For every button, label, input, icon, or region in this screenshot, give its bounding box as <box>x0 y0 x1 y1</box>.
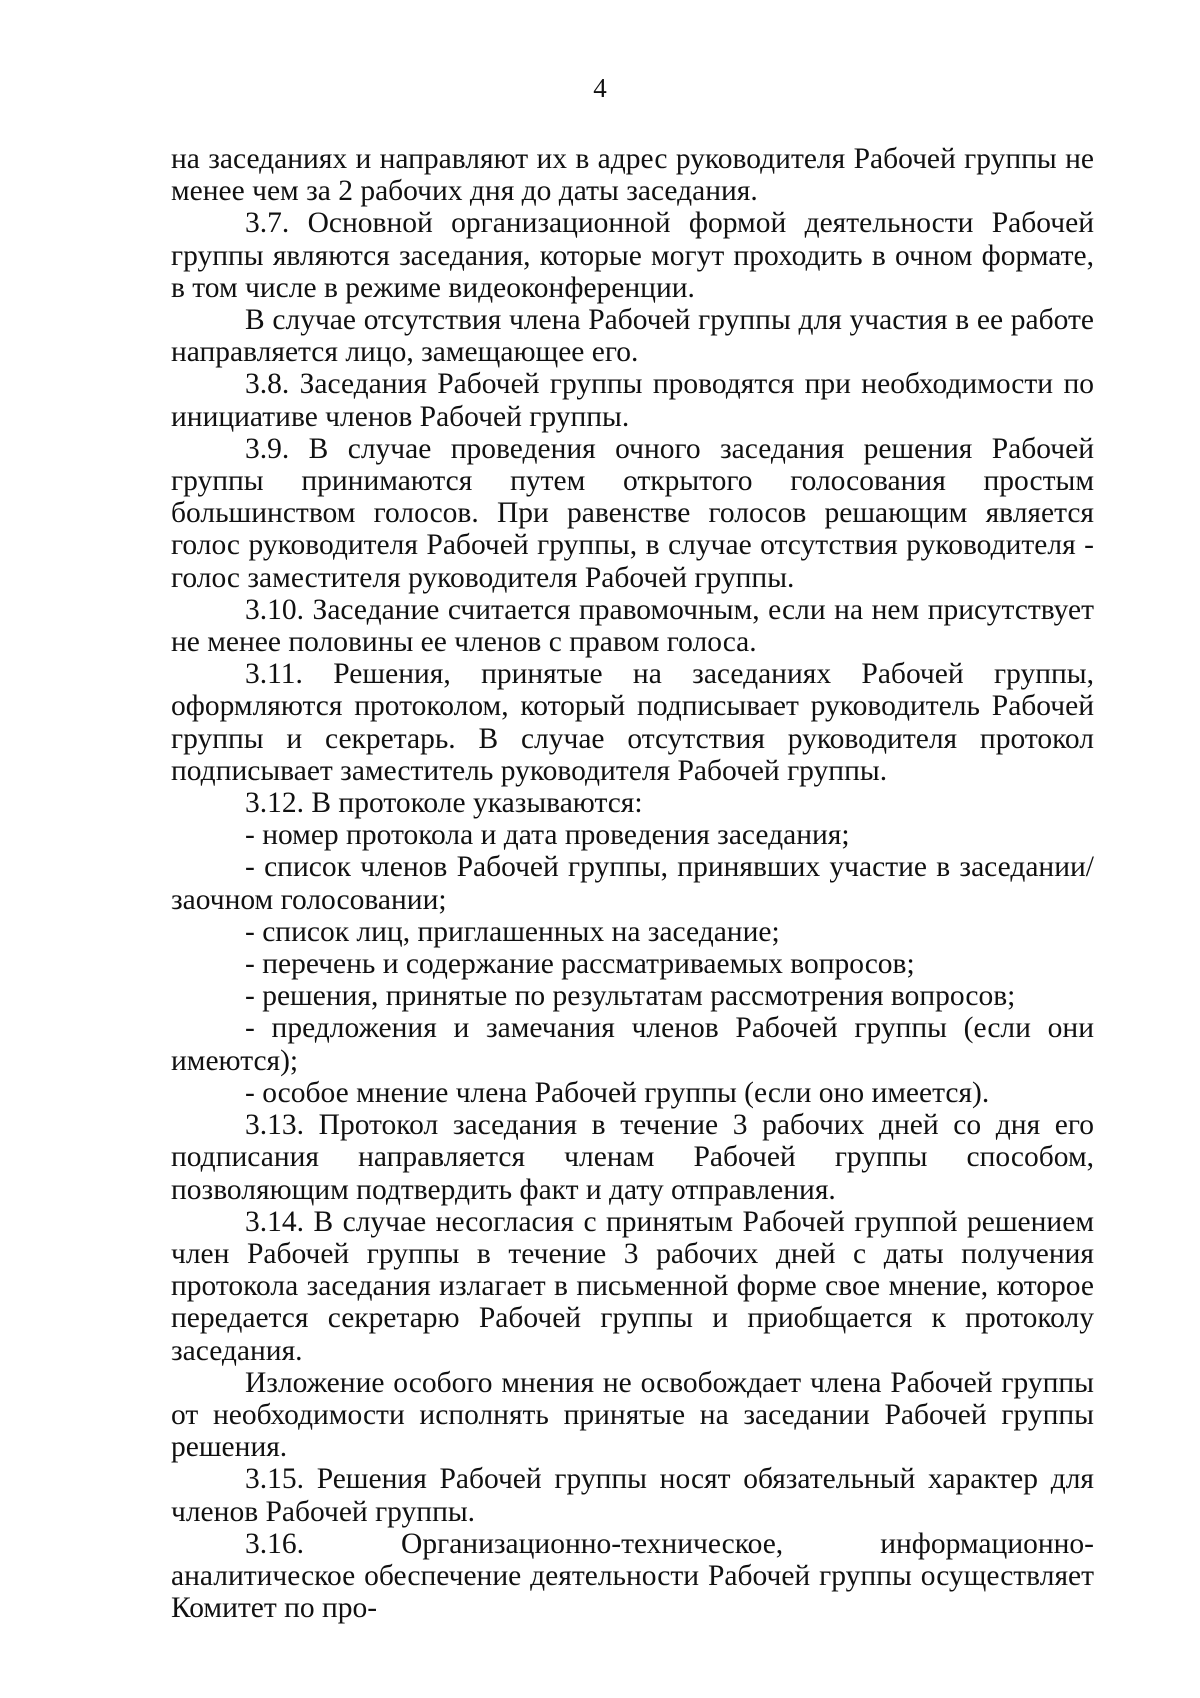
paragraph-3-14: 3.14. В случае несогласия с принятым Рабочей группой решением член Рабочей группы в течение 3 рабочих дней с даты получения протокола заседания излагает в письменной форме свое мнение, которое передается секретарю Рабочей группы и приобщается к протоколу заседания. <box>171 1205 1094 1367</box>
paragraph-3-9: 3.9. В случае проведения очного заседания решения Рабочей группы принимаются путем открытого голосования простым большинством голосов. При равенстве голосов решающим является голос руководителя Рабочей группы, в случае отсутствия руководителя - голос заместителя руководителя Рабочей группы. <box>171 432 1094 594</box>
paragraph-continuation: на заседаниях и направляют их в адрес руководителя Рабочей группы не менее чем за 2 рабочих дня до даты заседания. <box>171 143 1094 208</box>
list-item: - номер протокола и дата проведения заседания; <box>245 819 850 852</box>
paragraph-3-10: 3.10. Заседание считается правомочным, если на нем присутствует не менее половины ее членов с правом голоса. <box>171 593 1094 659</box>
list-item: - решения, принятые по результатам рассмотрения вопросов; <box>245 980 1016 1013</box>
paragraph-3-16: 3.16. Организационно-техническое, информационно-аналитическое обеспечение деятельности Рабочей группы осуществляет Комитет по про- <box>171 1527 1094 1625</box>
list-item: - предложения и замечания членов Рабочей группы (если они имеются); <box>171 1012 1094 1077</box>
list-item: - перечень и содержание рассматриваемых вопросов; <box>245 948 915 981</box>
paragraph-3-13: 3.13. Протокол заседания в течение 3 рабочих дней со дня его подписания направляется членам Рабочей группы способом, позволяющим подтвердить факт и дату отправления. <box>171 1109 1094 1206</box>
list-item: - список лиц, приглашенных на заседание; <box>245 915 780 948</box>
paragraph-3-12: 3.12. В протоколе указываются: <box>245 787 643 820</box>
paragraph-3-15: 3.15. Решения Рабочей группы носят обязательный характер для членов Рабочей группы. <box>171 1463 1094 1528</box>
paragraph-3-8: 3.8. Заседания Рабочей группы проводятся при необходимости по инициативе членов Рабочей группы. <box>171 368 1094 433</box>
paragraph-dissenting-opinion: Изложение особого мнения не освобождает члена Рабочей группы от необходимости исполнять принятые на заседании Рабочей группы решения. <box>171 1366 1094 1464</box>
paragraph-3-11: 3.11. Решения, принятые на заседаниях Рабочей группы, оформляются протоколом, который подписывает руководитель Рабочей группы и секретарь. В случае отсутствия руководителя протокол подписывает заместитель руководителя Рабочей группы. <box>171 658 1094 787</box>
page-number: 4 <box>593 73 607 103</box>
document-body <box>171 143 1094 1624</box>
paragraph-member-absence: В случае отсутствия члена Рабочей группы для участия в ее работе направляется лицо, замещающее его. <box>171 304 1094 369</box>
paragraph-3-7: 3.7. Основной организационной формой деятельности Рабочей группы являются заседания, которые могут проходить в очном формате, в том числе в режиме видеоконференции. <box>171 207 1094 304</box>
list-item: - особое мнение члена Рабочей группы (если оно имеется). <box>245 1076 990 1109</box>
list-item: - список членов Рабочей группы, принявших участие в заседании/заочном голосовании; <box>171 851 1094 916</box>
